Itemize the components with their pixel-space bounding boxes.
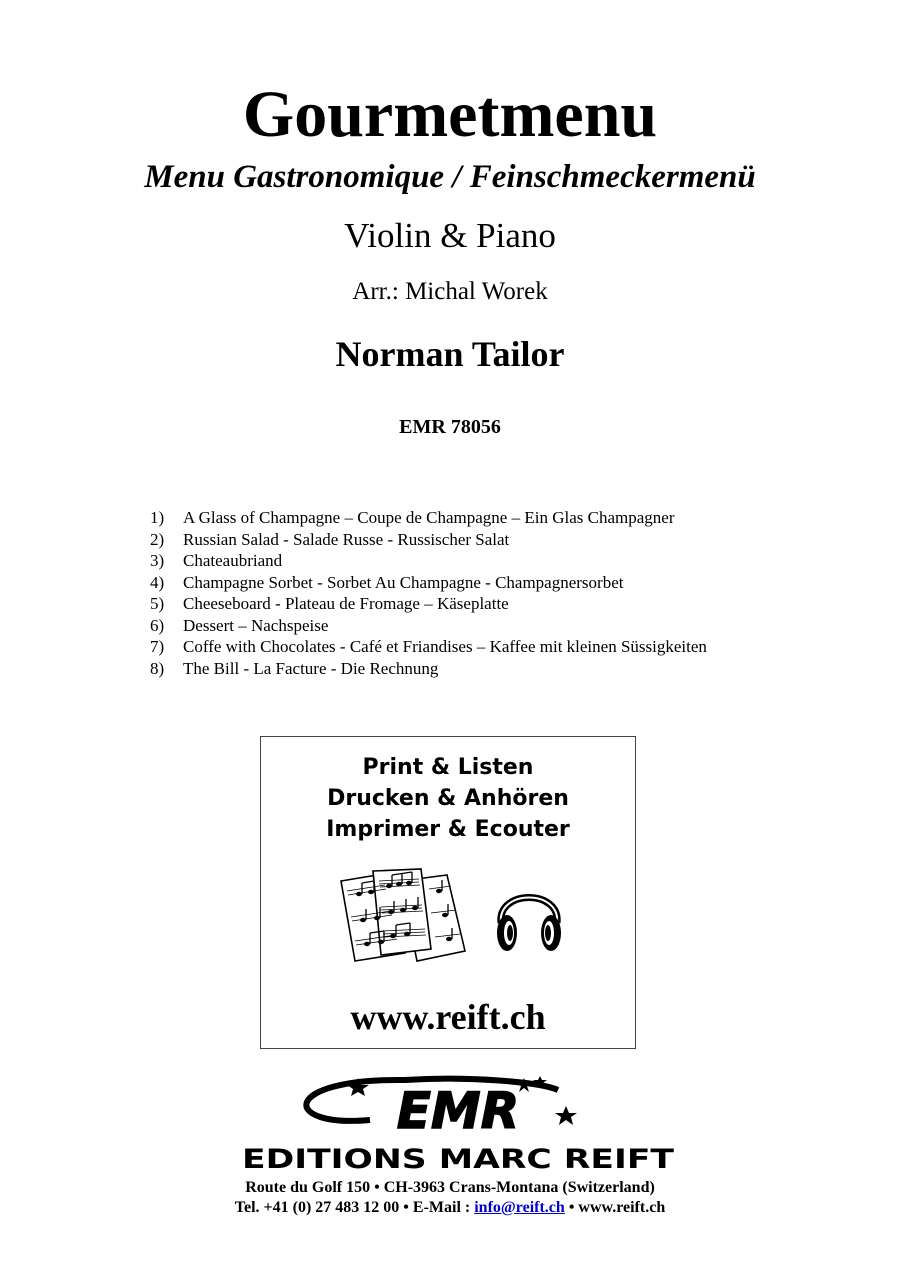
footer-contact (0, 1197, 900, 1219)
headphones-icon (493, 875, 565, 959)
title: Gourmetmenu (242, 78, 658, 151)
composer: Norman Tailor (335, 334, 565, 374)
list-item: 7) Coffe with Chocolates - Café et Friandises – Kaffee mit kleinen Süssigkeiten (150, 637, 707, 656)
footer-address: Route du Golf 150 • CH-3963 Crans-Montana (Switzerland) (245, 1179, 655, 1196)
sheet-music-icon (339, 867, 469, 965)
list-item: 6) Dessert – Nachspeise (150, 615, 329, 635)
email-link[interactable]: info@reift.ch (474, 1199, 565, 1216)
list-item: 4) Champagne Sorbet - Sorbet Au Champagne - Champagnersorbet (150, 572, 624, 592)
list-item: 5) Cheeseboard - Plateau de Fromage – Käseplatte (150, 594, 509, 613)
list-item: 8) The Bill - La Facture - Die Rechnung (150, 658, 439, 678)
print-listen-box (260, 736, 636, 1049)
promo-url: www.reift.ch (350, 997, 546, 1037)
arranger: Arr.: Michal Worek (352, 278, 548, 305)
promo-line-drucken: Drucken & Anhören (327, 786, 569, 811)
emr-logo (240, 1072, 680, 1172)
instrumentation: Violin & Piano (344, 216, 556, 255)
promo-line-print-listen: Print & Listen (362, 755, 534, 780)
contents-list (150, 507, 850, 679)
emr-logo-mark: EMR (396, 1082, 520, 1140)
footer-tel: Tel. +41 (0) 27 483 12 00 • E-Mail : (234, 1199, 471, 1216)
promo-line-imprimer: Imprimer & Ecouter (326, 817, 570, 842)
catalog-number: EMR 78056 (399, 416, 501, 438)
footer-web: • www.reift.ch (568, 1199, 666, 1216)
list-item: 2) Russian Salad - Salade Russe - Russischer Salat (150, 529, 510, 549)
emr-logo-name: EDITIONS MARC REIFT (242, 1144, 675, 1172)
subtitle: Menu Gastronomique / Feinschmeckermenü (144, 159, 756, 195)
list-item: 3) Chateaubriand (150, 551, 283, 570)
list-item: 1) A Glass of Champagne – Coupe de Champagne – Ein Glas Champagner (150, 508, 675, 527)
